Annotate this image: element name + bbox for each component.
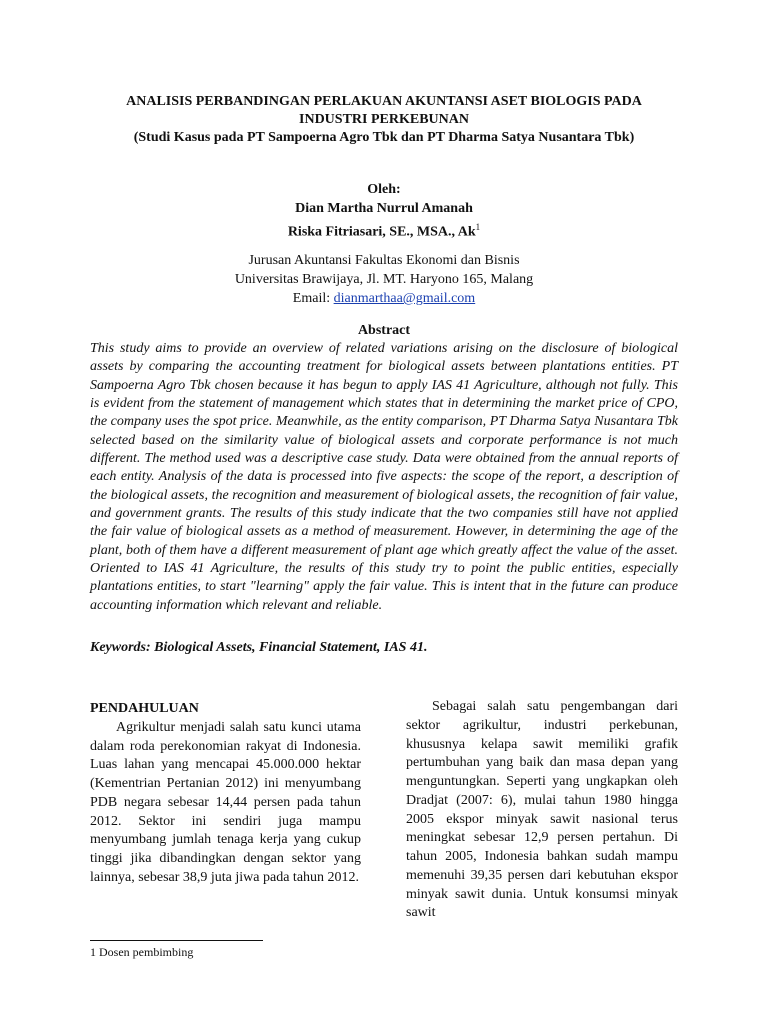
by-label: Oleh: [367, 182, 401, 197]
author-2-line [90, 218, 678, 242]
author-block [90, 181, 678, 242]
author-1: Dian Martha Nurrul Amanah [295, 200, 473, 216]
email-line [90, 289, 678, 308]
title-block [90, 93, 678, 147]
affiliation-line-2: Universitas Brawijaya, Jl. MT. Haryono 165, Malang [234, 272, 534, 287]
email-link[interactable]: dianmarthaa@gmail.com [333, 291, 476, 306]
paper-subtitle: (Studi Kasus pada PT Sampoerna Agro Tbk dan PT Dharma Satya Nusantara Tbk) [133, 130, 635, 145]
affiliation-block [90, 251, 678, 308]
paper-title-line-1: ANALISIS PERBANDINGAN PERLAKUAN AKUNTANSI ASET BIOLOGIS PADA [126, 94, 642, 109]
email-label: Email: [292, 291, 331, 306]
footnote: 1 Dosen pembimbing [90, 945, 194, 959]
footnote-divider [90, 940, 263, 941]
keywords: Keywords: Biological Assets, Financial Statement, IAS 41. [90, 640, 428, 655]
right-column [406, 698, 678, 923]
left-paragraph: Agrikultur menjadi salah satu kunci utama dalam roda perekonomian rakyat di Indonesia. Luas lahan yang mencapai 45.000.000 hektar (Kementrian Pertanian 2012) ini menyumbang PDB negara sebesar 14,44 persen pada tahun 2012. Sektor ini sendiri juga mampu menyumbang jumlah tenaga kerja yang cukup tinggi jika dibandingkan dengan sektor yang lainnya, sebesar 38,9 juta jiwa pada tahun 2012. [90, 719, 361, 885]
paper-title-line-2: INDUSTRI PERKEBUNAN [299, 112, 469, 127]
right-paragraph: Sebagai salah satu pengembangan dari sektor agrikultur, industri perkebunan, khususnya kelapa sawit memiliki grafik pertumbuhan yang baik dan masa depan yang menguntungkan. Seperti yang ungkapkan oleh Dradjat (2007: 6), mulai tahun 1980 hingga 2005 ekspor minyak sawit nasional terus meningkat sebesar 12,9 persen pertahun. Di tahun 2005, Indonesia bahkan sudah mampu memenuhi 39,35 persen dari kebutuhan ekspor minyak sawit dunia. Untuk konsumsi minyak sawit [406, 699, 678, 921]
abstract-heading: Abstract [357, 323, 411, 338]
abstract-text: This study aims to provide an overview of related variations arising on the disclosure of biological assets by comparing the accounting treatment for biological assets between plantations entities. PT Sampoerna Agro Tbk chosen because it has begun to apply IAS 41 Agriculture, although not fully. This is evident from the statement of management which states that in determining the market price of CPO, the company uses the spot price. Meanwhile, as the entity comparison, PT Dharma Satya Nusantara Tbk selected based on the similarity value of biological assets and corporate performance is not much different. The method used was a descriptive case study. Data were obtained from the annual reports of each entity. Analysis of the data is processed into five aspects: the scope of the report, a description of the biological assets, the recognition and measurement of biological assets, the recognition of fair value, and government grants. The results of this study indicate that the two companies still have not applied the fair value of biological assets as a method of measurement. However, in determining the age of the plant, both of them have a different measurement of plant age which greatly affect the value of the asset. Oriented to IAS 41 Agriculture, the results of this study try to point the public entities, especially plantations entities, to start "learning" apply the fair value. This is intent that in the future can produce accounting information which relevant and reliable. [90, 341, 678, 613]
left-column [90, 700, 361, 888]
author-2-footnote-mark: 1 [475, 222, 481, 232]
author-2: Riska Fitriasari, SE., MSA., Ak [287, 224, 476, 240]
section-heading: PENDAHULUAN [90, 701, 199, 716]
affiliation-line-1: Jurusan Akuntansi Fakultas Ekonomi dan Bisnis [248, 253, 520, 268]
